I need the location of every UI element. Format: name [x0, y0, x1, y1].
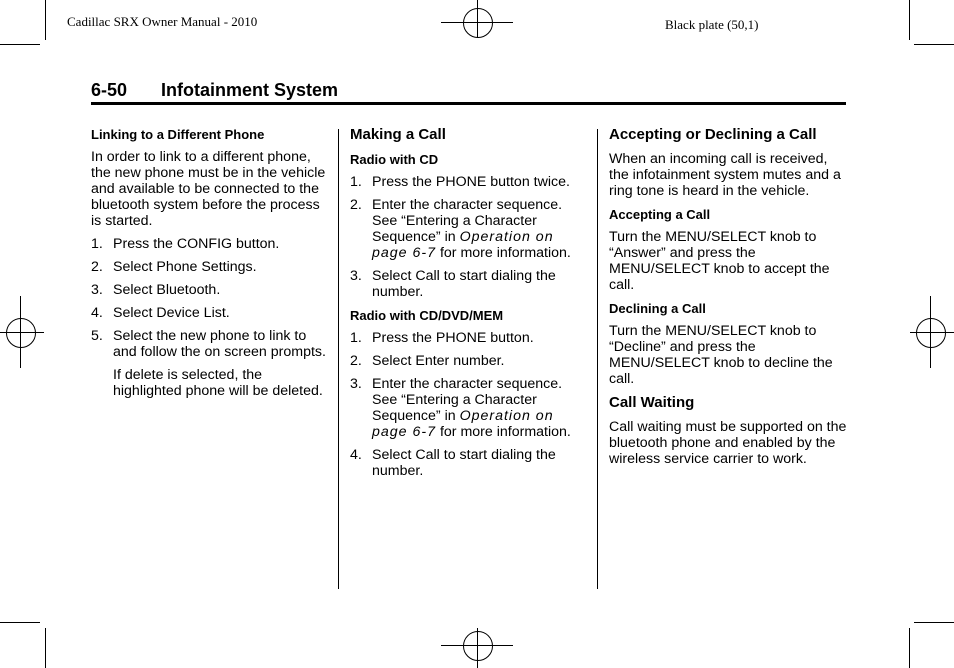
- section-title: Infotainment System: [161, 80, 339, 100]
- step-number: 3.: [350, 268, 362, 284]
- page-number: 6-50: [91, 80, 128, 100]
- heading-call-waiting: Call Waiting: [609, 394, 695, 411]
- step-number: 4.: [350, 447, 362, 463]
- step-text: Select Enter number.: [372, 353, 505, 369]
- column-2: [350, 126, 588, 486]
- column-3: [609, 126, 849, 474]
- step-text: Select Bluetooth.: [113, 282, 221, 298]
- radio-cd-dvd-steps: [350, 330, 588, 479]
- column-1: [91, 126, 327, 406]
- plate-label: Black plate (50,1): [665, 17, 759, 32]
- paragraph-declining: Turn the MENU/SELECT knob to “Decline” and press the MENU/SELECT knob to decline the call.: [609, 323, 833, 387]
- step-number: 2.: [91, 259, 103, 275]
- list-item: [350, 376, 588, 440]
- step-text: Select Call to start dialing the number.: [372, 447, 556, 479]
- step-number: 1.: [350, 174, 362, 190]
- list-item: [91, 305, 327, 321]
- subheading-radio-cd-dvd: Radio with CD/DVD/MEM: [350, 308, 504, 323]
- step-number: 3.: [350, 376, 362, 392]
- crop-mark: [914, 44, 954, 45]
- list-item: [350, 353, 588, 369]
- column-divider: [597, 129, 598, 589]
- paragraph-accepting: Turn the MENU/SELECT knob to “Answer” and press the MENU/SELECT knob to accept the call.: [609, 229, 830, 293]
- list-item: [91, 328, 327, 360]
- list-item: [91, 259, 327, 275]
- page-heading: [91, 80, 338, 101]
- heading-making-call: Making a Call: [350, 126, 446, 143]
- step-number: 4.: [91, 305, 103, 321]
- subheading-declining: Declining a Call: [609, 301, 706, 316]
- paragraph-intro: In order to link to a different phone, the new phone must be in the vehicle and available to be connected to the bluetooth system before the process is started.: [91, 149, 326, 229]
- radio-cd-steps: [350, 174, 588, 300]
- paragraph-call-waiting: Call waiting must be supported on the bluetooth phone and enabled by the wireless service carrier to work.: [609, 419, 847, 467]
- step-text: for more information.: [436, 424, 571, 440]
- cross-reference-link[interactable]: Operation on page 6-7: [372, 229, 554, 261]
- crop-mark: [45, 0, 46, 40]
- step-text: Select Phone Settings.: [113, 259, 257, 275]
- step-number: 2.: [350, 197, 362, 213]
- step-text: Enter the character sequence. See “Entering a Character Sequence” in: [372, 197, 563, 245]
- step-text: Press the PHONE button twice.: [372, 174, 570, 190]
- crop-mark: [0, 44, 40, 45]
- crop-mark: [909, 628, 910, 668]
- subheading-linking: Linking to a Different Phone: [91, 127, 265, 142]
- list-item: [350, 268, 588, 300]
- paragraph-incoming: When an incoming call is received, the infotainment system mutes and a ring tone is heard in the vehicle.: [609, 151, 841, 199]
- step-number: 1.: [350, 330, 362, 346]
- manual-title: Cadillac SRX Owner Manual - 2010: [67, 14, 258, 29]
- heading-accepting-declining: Accepting or Declining a Call: [609, 126, 817, 143]
- step-text: Press the PHONE button.: [372, 330, 534, 346]
- crop-mark: [914, 622, 954, 623]
- heading-rule: [91, 102, 846, 105]
- step-number: 3.: [91, 282, 103, 298]
- cross-reference-link[interactable]: Operation on page 6-7: [372, 408, 554, 440]
- linking-steps: [91, 236, 327, 360]
- list-item: [350, 447, 588, 479]
- list-item: [350, 330, 588, 346]
- crop-mark: [45, 628, 46, 668]
- crop-mark: [909, 0, 910, 40]
- column-divider: [338, 129, 339, 589]
- list-item: [350, 197, 588, 261]
- step-number: 2.: [350, 353, 362, 369]
- list-item: [350, 174, 588, 190]
- step-number: 1.: [91, 236, 103, 252]
- paragraph-note: If delete is selected, the highlighted phone will be deleted.: [113, 367, 323, 399]
- step-text: Select the new phone to link to and follow the on screen prompts.: [113, 328, 326, 360]
- step-number: 5.: [91, 328, 103, 344]
- list-item: [91, 236, 327, 252]
- crop-mark: [0, 622, 40, 623]
- step-text: Press the CONFIG button.: [113, 236, 280, 252]
- step-text: for more information.: [436, 245, 571, 261]
- subheading-accepting: Accepting a Call: [609, 207, 711, 222]
- subheading-radio-cd: Radio with CD: [350, 152, 439, 167]
- step-text: Select Call to start dialing the number.: [372, 268, 556, 300]
- list-item: [91, 282, 327, 298]
- step-text: Select Device List.: [113, 305, 230, 321]
- step-text: Enter the character sequence. See “Entering a Character Sequence” in: [372, 376, 563, 424]
